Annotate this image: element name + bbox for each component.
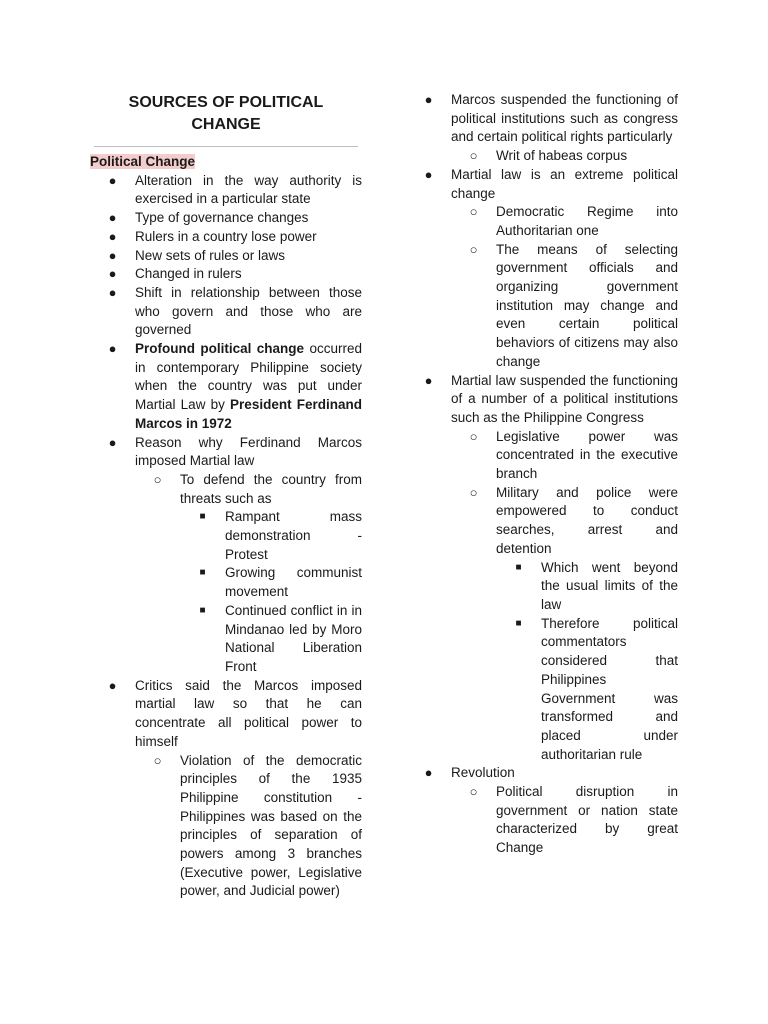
right-column: [406, 91, 678, 858]
sub-sub-list: [496, 559, 678, 765]
square-bullet-icon: ■: [515, 561, 522, 573]
square-bullet-icon: ■: [199, 604, 206, 616]
sub-item-text: Violation of the democratic principles of the 1935 Philippine constitution - Philippines was based on the principles of separation of powers among 3 branches (Executive power, Legislative power, and Judicial power): [180, 752, 362, 899]
circle-bullet-icon: ○: [469, 428, 478, 444]
sub-item-text: Military and police were empowered to conduct searches, arrest and detention: [496, 484, 678, 556]
list-item-text: Rulers in a country lose power: [135, 228, 317, 244]
list-item: [90, 677, 362, 901]
sub-item-text: Legislative power was concentrated in the executive branch: [496, 428, 678, 482]
sub-sub-list: [180, 508, 362, 676]
title-line-1: SOURCES OF POLITICAL: [128, 94, 324, 111]
sub-sub-list-item: [496, 559, 678, 615]
sub-sub-item-text: Therefore political commentators considered that Philippines Government was transformed and placed under authoritarian rule: [541, 615, 678, 762]
list-item: [90, 265, 362, 284]
disc-bullet-icon: ●: [108, 677, 117, 693]
sub-list-item: [451, 428, 678, 484]
disc-bullet-icon: ●: [108, 172, 117, 188]
list-item: [406, 166, 678, 372]
list-item: [90, 247, 362, 266]
sub-list: [451, 147, 678, 166]
sub-sub-list-item: [180, 564, 362, 601]
disc-bullet-icon: ●: [108, 434, 117, 450]
list-item: [90, 172, 362, 209]
title-divider: [94, 146, 358, 147]
sub-item-text: The means of selecting government officials and organizing government institution may change and even certain political behaviors of citizens may also change: [496, 241, 678, 369]
title-line-2: CHANGE: [191, 116, 261, 133]
list-item: [90, 209, 362, 228]
list-item-text: Marcos suspended the functioning of political institutions such as congress and certain political rights particularly: [451, 92, 678, 145]
bold-text: Profound political change: [135, 341, 305, 357]
sub-sub-item-text: Continued conflict in in Mindanao led by Moro National Liberation Front: [225, 602, 362, 674]
disc-bullet-icon: ●: [424, 166, 433, 182]
sub-list-item: [451, 203, 678, 240]
list-item-text: Martial law suspended the functioning of a number of a political institutions such as the Philippine Congress: [451, 372, 678, 425]
list-item: [406, 91, 678, 166]
circle-bullet-icon: ○: [469, 204, 478, 220]
list-item: [90, 434, 362, 677]
list-item-text: Martial law is an extreme political change: [451, 166, 678, 201]
disc-bullet-icon: ●: [424, 92, 433, 107]
circle-bullet-icon: ○: [153, 471, 162, 487]
square-bullet-icon: ■: [515, 617, 522, 629]
sub-list-item: [451, 484, 678, 765]
sub-item-text: Democratic Regime into Authoritarian one: [496, 204, 678, 238]
sub-item-text: Political disruption in government or nation state characterized by great Change: [496, 784, 678, 856]
sub-list: [451, 428, 678, 765]
sub-sub-item-text: Which went beyond the usual limits of the law: [541, 559, 678, 612]
circle-bullet-icon: ○: [153, 752, 162, 768]
circle-bullet-icon: ○: [469, 241, 478, 257]
sub-list: [451, 783, 678, 858]
disc-bullet-icon: ●: [108, 341, 117, 357]
list-item: [406, 764, 678, 858]
list-item-text: Alteration in the way authority is exercised in a particular state: [135, 172, 362, 207]
sub-list-item: [451, 241, 678, 372]
circle-bullet-icon: ○: [469, 148, 478, 164]
circle-bullet-icon: ○: [469, 784, 478, 800]
sub-sub-list-item: [180, 602, 362, 677]
circle-bullet-icon: ○: [469, 484, 478, 500]
list-item-text: Critics said the Marcos imposed martial law so that he can concentrate all political power to himself: [135, 677, 362, 749]
sub-list-item: [451, 147, 678, 166]
sub-list-item: [135, 471, 362, 677]
martial-law-list: [406, 91, 678, 858]
sub-item-text: Writ of habeas corpus: [496, 148, 628, 164]
list-item-text: Type of governance changes: [135, 210, 309, 226]
sub-sub-item-text: Growing communist movement: [225, 565, 362, 600]
sub-sub-list-item: [496, 615, 678, 765]
disc-bullet-icon: ●: [108, 284, 117, 300]
sub-sub-item-text: Rampant mass demonstration - Protest: [225, 509, 362, 562]
list-item-text: Revolution: [451, 765, 515, 781]
disc-bullet-icon: ●: [108, 210, 117, 226]
sub-list-item: [451, 783, 678, 858]
left-column: [90, 92, 362, 901]
sub-list: [135, 471, 362, 677]
sub-list-item: [135, 752, 362, 902]
list-item-text: occurred in contemporary Philippine society when the country was put under Martial Law by: [135, 341, 362, 413]
disc-bullet-icon: ●: [108, 266, 117, 282]
bold-text: President Ferdinand Marcos in 1972: [135, 397, 362, 431]
political-change-list: [90, 172, 362, 901]
list-item-text: Shift in relationship between those who govern and those who are governed: [135, 284, 362, 338]
list-item: [90, 340, 362, 434]
sub-list: [135, 752, 362, 902]
list-item: [90, 284, 362, 340]
sub-item-text: To defend the country from threats such as: [180, 471, 362, 506]
square-bullet-icon: ■: [199, 511, 206, 523]
sub-list: [451, 203, 678, 371]
disc-bullet-icon: ●: [108, 247, 117, 263]
list-item-text: Changed in rulers: [135, 266, 242, 282]
sub-sub-list-item: [180, 508, 362, 564]
disc-bullet-icon: ●: [424, 765, 433, 781]
document-title: [90, 92, 362, 136]
disc-bullet-icon: ●: [424, 372, 433, 388]
section-heading: [90, 153, 362, 172]
square-bullet-icon: ■: [199, 567, 206, 579]
list-item: [406, 372, 678, 765]
list-item-text: New sets of rules or laws: [135, 247, 286, 263]
disc-bullet-icon: ●: [108, 228, 117, 244]
list-item: [90, 228, 362, 247]
highlighted-heading: Political Change: [90, 154, 196, 169]
list-item-text: Reason why Ferdinand Marcos imposed Martial law: [135, 434, 362, 469]
